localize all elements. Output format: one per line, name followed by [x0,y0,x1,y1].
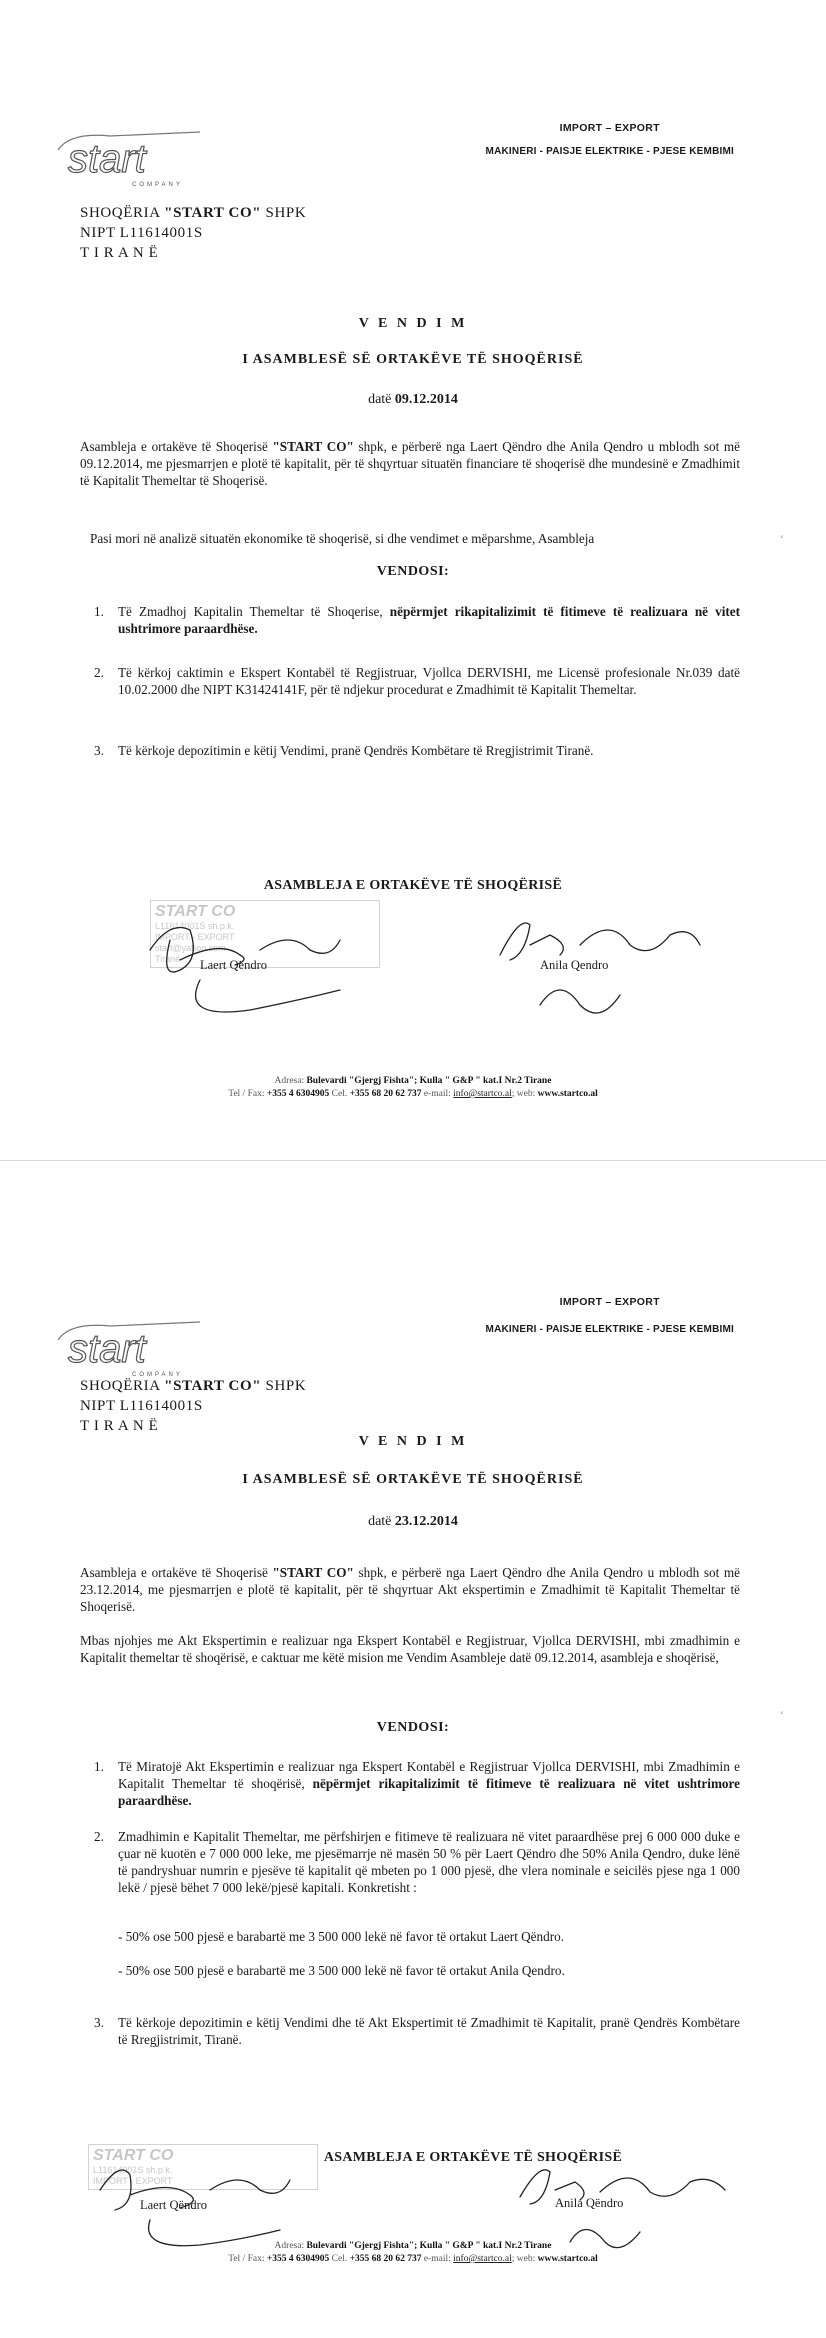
header-business-lines-2: IMPORT – EXPORT MAKINERI - PAISJE ELEKTRIKE - PJESE KEMBIMI [485,1296,734,1335]
document-title: V E N D I M [358,316,468,331]
decision-item-2-2: 2. Zmadhimin e Kapitalit Themeltar, me përfshirjen e fitimeve të realizuara në vitet paraardhëse prej 6 000 000 duke e çuar në kuotën e 7 000 000 leke, me pjesëmarrje në masën 50 % për Laert Qëndro dhe 50% Anila Qendro, duke lënë të pandryshuar numrin e pjesëve të kapitalit që mbeten po 1 000 pjesë, dhe vlera nominale e seicilës pjese nga 1 000 lekë / pjesë bëhet 7 000 lekë/pjesë kapitali. Konkretisht : [94,1829,740,1895]
company-stamp: START CO L11614001S sh.p.k. IMPORT - EXPORT start@yahoo.com Tiranë [150,900,380,968]
share-anila: - 50% ose 500 pjesë e barabartë me 3 500 000 lekë në favor të ortakut Anila Qendro. [118,1963,565,1978]
page-separator [0,1160,826,1191]
company-logo-2 [50,1308,210,1380]
signer-right-name-2: Anila Qëndro [555,2196,624,2210]
document-page-2 [0,1190,826,2338]
start-logo-icon [50,1308,210,1380]
margin-mark: ʻ [780,532,784,546]
decision-item-3: 3. Të kërkoje depozitimin e këtij Vendimi, pranë Qendrës Kombëtare të Rregjistrimit Tiranë. [94,743,594,758]
company-block: SHOQËRIA "START CO" SHPK NIPT L11614001S T I R A N Ë [80,205,307,261]
document-page-1 [0,0,826,1160]
decision-item-2-1: 1. Të Miratojë Akt Ekspertimin e realizuar nga Ekspert Kontabël e Regjistruar Vjollca DERVISHI, mbi Zmadhimin e Kapitalit Themeltar të shoqërisë, nëpërmjet rikapitalizimit të fitimeve të realizuara në vitet ushtrimore paraardhëse. [94,1759,740,1808]
vendosi-heading-2: VENDOSI: [376,1720,450,1735]
page-footer: Adresa: Bulevardi "Gjergj Fishta"; Kulla " G&P " kat.I Nr.2 Tirane Tel / Fax: +355 4 6304905 Cel. +355 68 20 62 737 e-mail: info@startco.al; web: www.startco.al [228,1076,598,1099]
document-date: datë 09.12.2014 [368,392,458,407]
decision-item-2-3: 3. Të kërkoje depozitimin e këtij Vendimi dhe të Akt Ekspertimit të Zmadhimit të Kapitalit, pranë Qendrës Kombëtare të Rregjistrimit, Tiranë. [94,2015,740,2047]
signer-left-name-2: Laert Qëndro [140,2198,207,2212]
header-products: MAKINERI - PAISJE ELEKTRIKE - PJESE KEMBIMI [485,146,734,157]
signature-laert [140,900,400,1040]
intro-paragraph-2: Asambleja e ortakëve të Shoqerisë "START CO" shpk, e përberë nga Laert Qëndro dhe Anila Qendro u mblodh sot më 23.12.2014, me pjesmarrjen e plotë të kapitalit, për të shqyrtuar Akt ekspertimin e Zmadhimit të Kapitalit Themeltar të Shoqerisë. [80,1565,741,1614]
signer-left-name: Laert Qëndro [200,958,267,972]
assembly-heading: ASAMBLEJA E ORTAKËVE TË SHOQËRISË [263,878,563,893]
document-title-2: V E N D I M [358,1434,468,1449]
svg-text:COMPANY: COMPANY [132,182,183,188]
svg-text:start: start [68,137,146,181]
expertise-paragraph: Mbas njohjes me Akt Ekspertimin e realizuar nga Ekspert Kontabël e Regjistruar, Vjollca DERVISHI, mbi zmadhimin e Kapitalit themeltar të shoqërisë, e caktuar me këtë mision me Vendim Asambleje datë 09.12.2014, asambleja e shoqërisë, [80,1633,740,1665]
decision-item-2: 2. Të kërkoj caktimin e Ekspert Kontabël të Regjistruar, Vjollca DERVISHI, me Licensë profesionale Nr.039 datë 10.02.2000 dhe NIPT K31424141F, për të ndjekur procedurat e Zmadhimit të Kapitalit Themeltar. [94,665,740,697]
signature-anila [480,905,740,1035]
svg-text:COMPANY: COMPANY [132,1372,183,1378]
footer-web-link-2[interactable]: www.startco.al [537,2254,598,2264]
assembly-heading-2: ASAMBLEJA E ORTAKËVE TË SHOQËRISË [323,2150,623,2165]
page-footer-2: Adresa: Bulevardi "Gjergj Fishta"; Kulla " G&P " kat.I Nr.2 Tirane Tel / Fax: +355 4 6304905 Cel. +355 68 20 62 737 e-mail: info@startco.al; web: www.startco.al [228,2241,598,2264]
share-laert: - 50% ose 500 pjesë e barabartë me 3 500 000 lekë në favor të ortakut Laert Qëndro. [118,1929,565,1944]
company-name: "START CO" [164,205,262,221]
company-logo [50,118,210,190]
header-business-lines [486,122,734,157]
analysis-paragraph: Pasi mori në analizë situatën ekonomike të shoqerisë, si dhe vendimet e mëparshme, Asambleja [90,531,595,546]
header-import-export: IMPORT – EXPORT [559,122,660,134]
footer-email-link[interactable]: info@startco.al [453,1089,512,1099]
document-subtitle: I ASAMBLESË SË ORTAKËVE TË SHOQËRISË [242,352,584,367]
intro-paragraph: Asambleja e ortakëve të Shoqerisë "START CO" shpk, e përberë nga Laert Qëndro dhe Anila Qendro u mblodh sot më 09.12.2014, me pjesmarrjen e plotë të kapitalit, për të shqyrtuar situatën financiare të shoqerisë dhe mundesinë e Zmadhimit të Kapitalit Themeltar të Shoqerisë. [80,439,741,488]
decision-item-1: 1. Të Zmadhoj Kapitalin Themeltar të Shoqerise, nëpërmjet rikapitalizimit të fitimeve të realizuara në vitet ushtrimore paraardhëse. [94,604,741,636]
footer-email-link-2[interactable]: info@startco.al [453,2254,512,2264]
document-subtitle-2: I ASAMBLESË SË ORTAKËVE TË SHOQËRISË [242,1472,584,1487]
company-block-2: SHOQËRIA "START CO" SHPK NIPT L11614001S T I R A N Ë [80,1378,307,1434]
signer-right-name: Anila Qendro [540,958,609,972]
start-logo-icon [50,118,210,190]
company-city: T I R A N Ë [80,245,159,261]
company-stamp-2: START CO L11614001S sh.p.k. IMPORT - EXPORT [88,2144,318,2190]
company-nipt: NIPT L11614001S [80,225,203,241]
document-date-2: datë 23.12.2014 [368,1514,458,1529]
footer-web-link[interactable]: www.startco.al [537,1089,598,1099]
vendosi-heading: VENDOSI: [376,564,450,579]
margin-mark-2: ʻ [780,1708,784,1722]
svg-text:start: start [68,1327,146,1371]
